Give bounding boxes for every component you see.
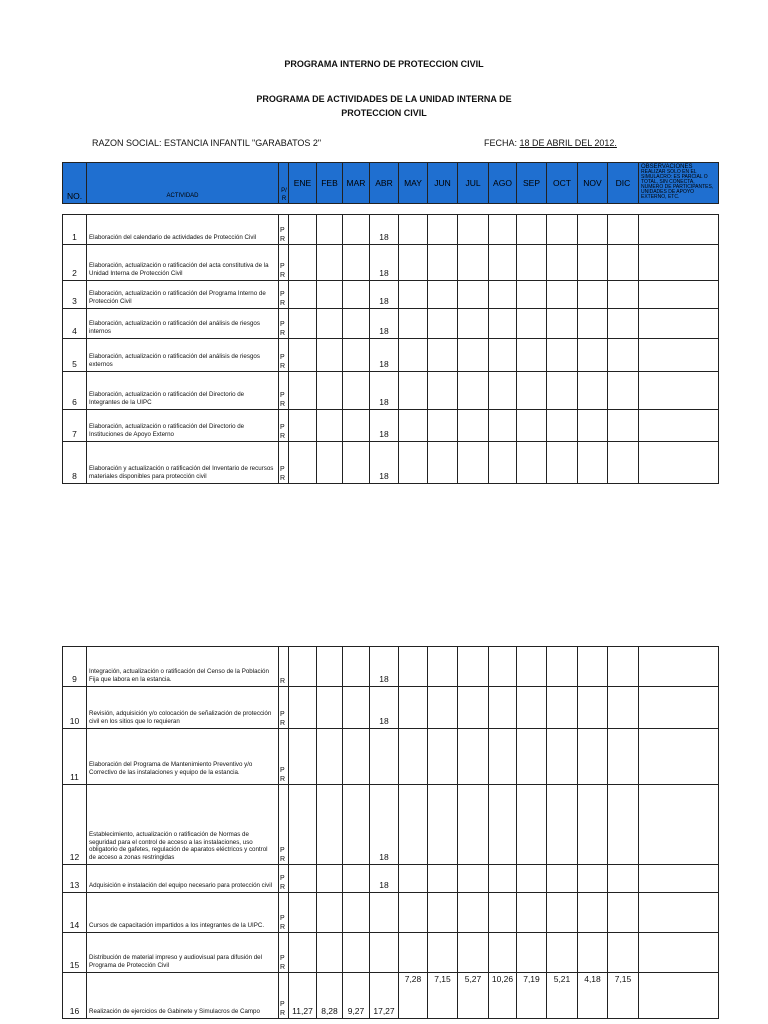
table-row [63, 410, 719, 442]
table-row [63, 442, 719, 484]
table-row [63, 309, 719, 339]
row-abr: 18 [370, 410, 399, 442]
col-mar: MAR [343, 163, 370, 204]
row-actividad: Elaboración del calendario de actividades de Protección Civil [87, 215, 279, 245]
document-title: PROGRAMA INTERNO DE PROTECCION CIVIL [284, 59, 484, 69]
table-row [63, 372, 719, 410]
row-abr: 18 [370, 215, 399, 245]
row-jul-p: 5,27 [458, 973, 489, 1019]
row-pr: P R [279, 442, 289, 484]
row-number: 6 [63, 372, 87, 410]
col-oct: OCT [547, 163, 578, 204]
table-row [63, 785, 719, 865]
header-gap [63, 204, 719, 215]
fecha-value: 18 DE ABRIL DEL 2012. [519, 138, 617, 148]
col-observaciones: OBSERVACIONES REALIZAR SOLO EN EL SIMULACRO: ES PARCIAL O TOTAL, SIN CONECTA, NUMERO DE PARTICIPANTES, UNIDADES DE APOYO EXTERNO, ETC. [639, 163, 719, 204]
row-number: 3 [63, 281, 87, 309]
row-abr: 18 [370, 245, 399, 281]
row-jun-p: 7,15 [428, 973, 458, 1019]
row-actividad: Revisión, adquisición y/o colocación de señalización de protección civil en los sitios que lo requieran [87, 687, 279, 729]
document-subtitle-line1: PROGRAMA DE ACTIVIDADES DE LA UNIDAD INTERNA DE [256, 94, 512, 104]
row-abr: 18 [370, 865, 399, 893]
row-ene-r: 11,27 [289, 973, 317, 1019]
row-actividad: Elaboración, actualización o ratificación del análisis de riesgos internos [87, 309, 279, 339]
row-sep-p: 7,19 [517, 973, 547, 1019]
row-actividad: Elaboración del Programa de Mantenimiento Preventivo y/o Correctivo de las instalaciones y equipo de la estancia. [87, 729, 279, 785]
row-abr: 18 [370, 647, 399, 687]
row-abr: 18 [370, 687, 399, 729]
row-pr: P R [279, 865, 289, 893]
row-pr: P R [279, 933, 289, 973]
row-abr [370, 933, 399, 973]
row-pr: P R [279, 339, 289, 372]
col-abr: ABR [370, 163, 399, 204]
row-pr: P R [279, 893, 289, 933]
table-row [63, 215, 719, 245]
col-feb: FEB [317, 163, 343, 204]
row-abr [370, 729, 399, 785]
razon-social: RAZON SOCIAL: ESTANCIA INFANTIL "GARABATOS 2" [92, 138, 322, 148]
table-row [63, 245, 719, 281]
row-pr: P R [279, 973, 289, 1019]
row-pr: R [279, 647, 289, 687]
col-jul: JUL [458, 163, 489, 204]
row-abr: 18 [370, 785, 399, 865]
row-pr: P R [279, 215, 289, 245]
table-row [63, 687, 719, 729]
row-abr [370, 893, 399, 933]
row-actividad: Adquisición e instalación del equipo necesario para protección civil [87, 865, 279, 893]
activities-table-bottom [62, 646, 719, 1019]
row-actividad: Establecimiento, actualización o ratificación de Normas de seguridad para el control de acceso a las instalaciones, uso obligatorio de gafetes, regulación de aparatos eléctricos y control de acceso a zonas restringidas [87, 785, 279, 865]
row-pr: P R [279, 410, 289, 442]
col-ene: ENE [289, 163, 317, 204]
row-pr: P R [279, 245, 289, 281]
document-subtitle-line2: PROTECCION CIVIL [341, 108, 427, 118]
row-abr: 18 [370, 309, 399, 339]
row-number: 15 [63, 933, 87, 973]
col-jun: JUN [428, 163, 458, 204]
col-dic: DIC [608, 163, 639, 204]
row-nov-p: 4,18 [578, 973, 608, 1019]
row-number: 9 [63, 647, 87, 687]
col-nov: NOV [578, 163, 608, 204]
row-abr: 18 [370, 442, 399, 484]
table-row [63, 893, 719, 933]
col-may: MAY [399, 163, 428, 204]
table-row [63, 647, 719, 687]
row-pr: P R [279, 687, 289, 729]
row-number: 8 [63, 442, 87, 484]
row-number: 13 [63, 865, 87, 893]
row-abr: 18 [370, 372, 399, 410]
row-number: 2 [63, 245, 87, 281]
row-oct-p: 5,21 [547, 973, 578, 1019]
row-actividad: Elaboración y actualización o ratificación del Inventario de recursos materiales disponibles para protección civil [87, 442, 279, 484]
row-dic-p: 7,15 [608, 973, 639, 1019]
col-ago: AGO [489, 163, 517, 204]
row-pr: P R [279, 785, 289, 865]
table-row [63, 281, 719, 309]
row-actividad: Integración, actualización o ratificación del Censo de la Población Fija que labora en la estancia. [87, 647, 279, 687]
table-header-row [63, 163, 719, 204]
row-number: 14 [63, 893, 87, 933]
row-ago-p: 10,26 [489, 973, 517, 1019]
col-pr: P/ R [279, 163, 289, 204]
table-row [63, 973, 719, 1019]
row-actividad: Elaboración, actualización o ratificación del Programa Interno de Protección Civil [87, 281, 279, 309]
row-actividad: Elaboración, actualización o ratificación del acta constitutiva de la Unidad Interna de Protección Civil [87, 245, 279, 281]
row-number: 16 [63, 973, 87, 1019]
fecha-label: FECHA: [484, 138, 520, 148]
row-number: 7 [63, 410, 87, 442]
table-row [63, 729, 719, 785]
row-actividad: Realización de ejercicios de Gabinete y Simulacros de Campo [87, 973, 279, 1019]
row-may-p: 7,28 [399, 973, 428, 1019]
table-row [63, 933, 719, 973]
row-pr: P R [279, 372, 289, 410]
row-pr: P R [279, 309, 289, 339]
fecha [484, 138, 617, 148]
row-mar-r: 9,27 [343, 973, 370, 1019]
row-abr: 18 [370, 339, 399, 372]
activities-table-top [62, 162, 719, 484]
row-actividad: Cursos de capacitación impartidos a los integrantes de la UIPC. [87, 893, 279, 933]
row-number: 4 [63, 309, 87, 339]
row-abr-r: 17,27 [370, 973, 399, 1019]
row-number: 12 [63, 785, 87, 865]
table-row [63, 865, 719, 893]
col-actividad: ACTIVIDAD [87, 163, 279, 204]
row-number: 1 [63, 215, 87, 245]
table-row [63, 339, 719, 372]
row-number: 10 [63, 687, 87, 729]
row-pr: P R [279, 729, 289, 785]
row-abr: 18 [370, 281, 399, 309]
row-actividad: Elaboración, actualización o ratificación del Directorio de Instituciones de Apoyo Externo [87, 410, 279, 442]
row-feb-r: 8,28 [317, 973, 343, 1019]
row-actividad: Distribución de material impreso y audiovisual para difusión del Programa de Protección Civil [87, 933, 279, 973]
col-sep: SEP [517, 163, 547, 204]
row-number: 11 [63, 729, 87, 785]
row-pr: P R [279, 281, 289, 309]
row-actividad: Elaboración, actualización o ratificación del Directorio de Integrantes de la UIPC [87, 372, 279, 410]
row-number: 5 [63, 339, 87, 372]
row-actividad: Elaboración, actualización o ratificación del análisis de riesgos externos [87, 339, 279, 372]
col-no: NO. [63, 163, 87, 204]
